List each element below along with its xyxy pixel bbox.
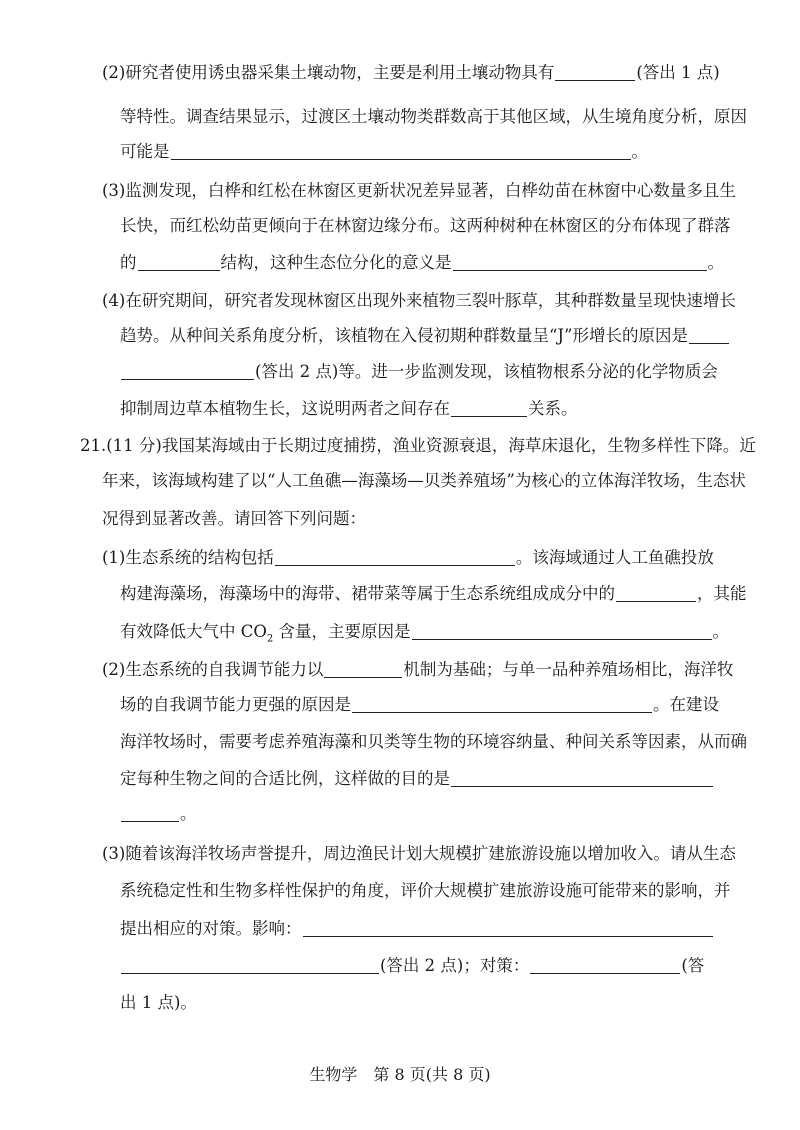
- answer-blank[interactable]: [616, 585, 696, 602]
- answer-blank[interactable]: [555, 64, 635, 81]
- answer-blank[interactable]: [453, 254, 707, 271]
- q21-1-line3: 有效降低大气中 $CO_2$ 含量，主要原因是 。: [120, 622, 730, 645]
- answer-blank[interactable]: [121, 957, 379, 974]
- q20-4-line4: 抑制周边草本植物生长，这说明两者之间存在 关系。: [120, 399, 578, 418]
- q21-3-line1: (3)随着该海洋牧场声誉提升，周边渔民计划大规模扩建旅游设施以增加收入。请从生态: [102, 844, 736, 863]
- q21-stem-line1: 21.(11 分)我国某海域由于长期过度捕捞，渔业资源衰退，海草床退化，生物多样性下降。近: [80, 436, 756, 455]
- answer-blank[interactable]: [451, 400, 527, 417]
- q20-3-line3: 的 结构，这种生态位分化的意义是 。: [120, 253, 724, 272]
- q21-3-line3: 提出相应的对策。影响：: [120, 918, 714, 940]
- answer-blank[interactable]: [303, 920, 713, 937]
- answer-blank[interactable]: [121, 363, 254, 380]
- q21-stem-line2: 年来，该海域构建了以“人工鱼礁—海藻场—贝类养殖场”为核心的立体海洋牧场，生态状: [102, 471, 746, 490]
- q21-2-line1: (2)生态系统的自我调节能力以 机制为基础；与单一品种养殖场相比，海洋牧: [102, 660, 734, 679]
- answer-blank[interactable]: [121, 805, 179, 822]
- q21-3-line5: 出 1 点)。: [120, 993, 197, 1012]
- q20-2-line1: (2)研究者使用诱虫器采集土壤动物，主要是利用土壤动物具有 (答出 1 点): [102, 63, 720, 82]
- q21-2-line2: 场的自我调节能力更强的原因是 。在建设: [120, 695, 719, 714]
- q21-1-line2: 构建海藻场，海藻场中的海带、裙带菜等属于生态系统组成成分中的 ，其能: [120, 584, 747, 603]
- answer-blank[interactable]: [138, 254, 220, 271]
- answer-blank[interactable]: [275, 549, 515, 566]
- page-footer: 生物学 第 8 页(共 8 页): [309, 1065, 491, 1084]
- answer-blank[interactable]: [689, 327, 729, 344]
- q20-2-line2: 等特性。调查结果显示，过渡区土壤动物类群数高于其他区域，从生境角度分析，原因: [120, 107, 747, 126]
- answer-blank[interactable]: [352, 696, 652, 713]
- q20-2-line3: 可能是 。: [120, 142, 648, 161]
- q20-4-line1: (4)在研究期间，研究者发现林窗区出现外来植物三裂叶豚草，其种群数量呈现快速增长: [102, 291, 736, 310]
- q21-2-line3: 海洋牧场时，需要考虑养殖海藻和贝类等生物的环境容纳量、种间关系等因素，从而确: [120, 732, 747, 751]
- q21-3-line2: 系统稳定性和生物多样性保护的角度，评价大规模扩建旅游设施可能带来的影响，并: [120, 881, 731, 900]
- answer-blank[interactable]: [171, 143, 631, 160]
- q21-3-line4: (答出 2 点)；对策： (答: [120, 955, 704, 977]
- answer-blank[interactable]: [530, 957, 680, 974]
- q20-3-line1: (3)监测发现，白桦和红松在林窗区更新状况差异显著，白桦幼苗在林窗中心数量多且生: [102, 181, 736, 200]
- q20-4-line2: 趋势。从种间关系角度分析，该植物在入侵初期种群数量呈“J”形增长的原因是: [120, 325, 730, 347]
- answer-blank[interactable]: [324, 661, 402, 678]
- q21-2-line4: 定每种生物之间的合适比例，这样做的目的是: [120, 768, 714, 790]
- q20-3-line2: 长快，而红松幼苗更倾向于在林窗边缘分布。这两种树种在林窗区的分布体现了群落: [120, 216, 731, 235]
- answer-blank[interactable]: [412, 623, 712, 640]
- answer-blank[interactable]: [451, 770, 713, 787]
- q20-4-line3: (答出 2 点)等。进一步监测发现，该植物根系分泌的化学物质会: [120, 361, 718, 383]
- q21-stem-line3: 况得到显著改善。请回答下列问题：: [102, 509, 366, 528]
- q21-2-line5: 。: [120, 803, 197, 825]
- q21-1-line1: (1)生态系统的结构包括 。该海域通过人工鱼礁投放: [102, 548, 714, 567]
